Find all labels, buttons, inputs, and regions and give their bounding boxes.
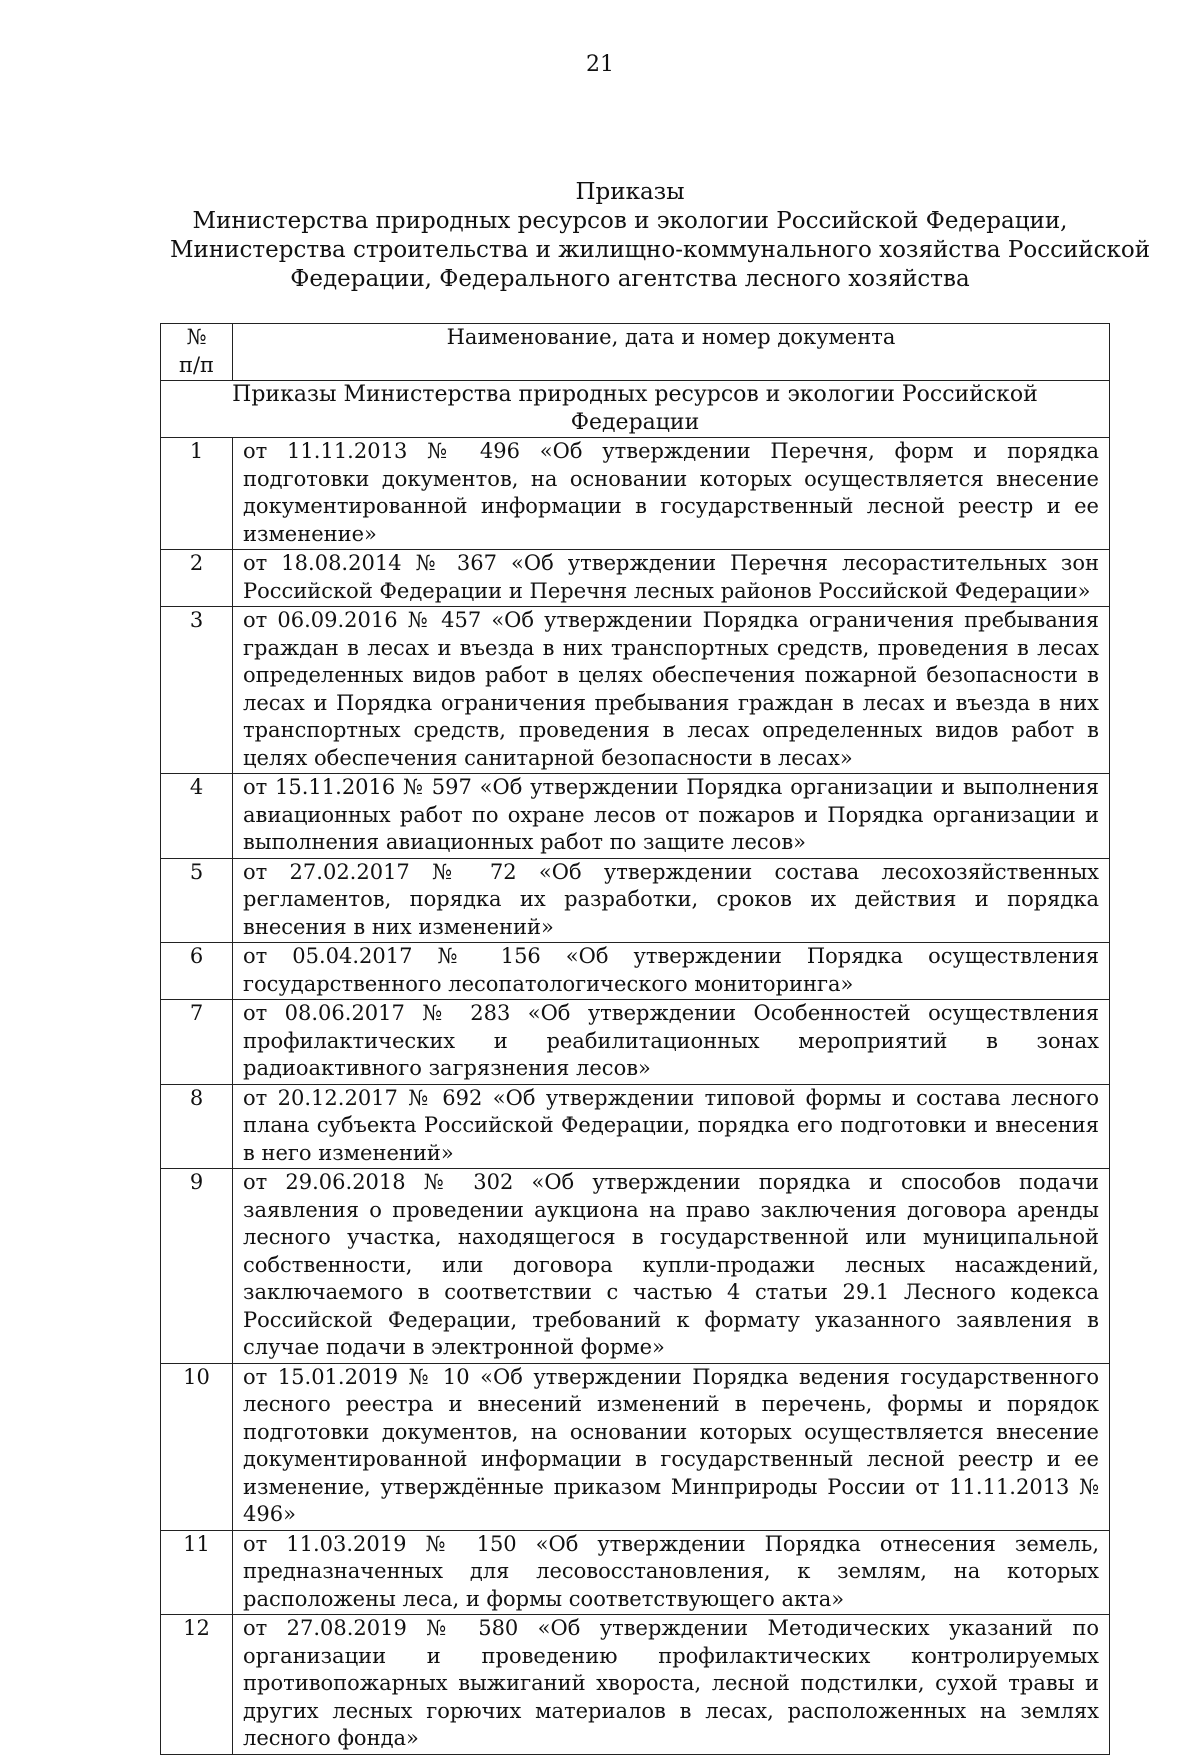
table-row bbox=[161, 607, 1110, 774]
heading-line-2: Министерства природных ресурсов и экологии Российской Федерации, bbox=[192, 208, 1068, 234]
table-header-row bbox=[161, 324, 1110, 381]
column-header-name: Наименование, дата и номер документа bbox=[233, 324, 1110, 381]
document-description: от 15.11.2016 № 597 «Об утверждении Порядка организации и выполнения авиационных работ по охране лесов от пожаров и Порядка организации и выполнения авиационных работ по защите лесов» bbox=[233, 774, 1110, 859]
document-description: от 18.08.2014 № 367 «Об утверждении Перечня лесорастительных зон Российской Федерации и Перечня лесных районов Российской Федерации» bbox=[233, 550, 1110, 607]
document-description: от 05.04.2017 № 156 «Об утверждении Порядка осуществления государственного лесопатологического мониторинга» bbox=[233, 943, 1110, 1000]
document-description: от 27.08.2019 № 580 «Об утверждении Методических указаний по организации и проведению профилактических контролируемых противопожарных выжиганий хвороста, лесной подстилки, сухой травы и других лесных горючих материалов в лесах, расположенных на землях лесного фонда» bbox=[233, 1615, 1110, 1755]
document-description: от 29.06.2018 № 302 «Об утверждении порядка и способов подачи заявления о проведении аукциона на право заключения договора аренды лесного участка, находящегося в государственной или муниципальной собственности, или договора купли-продажи лесных насаждений, заключаемого в соответствии с частью 4 статьи 29.1 Лесного кодекса Российской Федерации, требований к формату указанного заявления в случае подачи в электронной форме» bbox=[233, 1169, 1110, 1364]
table-row bbox=[161, 1530, 1110, 1615]
number-sign: № bbox=[186, 325, 207, 349]
document-heading bbox=[170, 178, 1151, 294]
item-abbrev: п/п bbox=[178, 352, 215, 377]
row-number: 9 bbox=[161, 1169, 233, 1364]
section-row bbox=[161, 381, 1110, 438]
table-row bbox=[161, 858, 1110, 943]
heading-line-1: Приказы bbox=[575, 179, 685, 205]
heading-line-4: Федерации, Федерального агентства лесного хозяйства bbox=[290, 266, 970, 292]
row-number: 6 bbox=[161, 943, 233, 1000]
table-row bbox=[161, 943, 1110, 1000]
row-number: 5 bbox=[161, 858, 233, 943]
page-number: 21 bbox=[586, 52, 614, 77]
row-number: 3 bbox=[161, 607, 233, 774]
table-row bbox=[161, 550, 1110, 607]
document-description: от 06.09.2016 № 457 «Об утверждении Порядка ограничения пребывания граждан в лесах и въезда в них транспортных средств, проведения в лесах определенных видов работ в целях обеспечения пожарной безопасности в лесах и Порядка ограничения пребывания граждан в лесах и въезда в них транспортных средств, проведения в лесах определенных видов работ в целях обеспечения санитарной безопасности в лесах» bbox=[233, 607, 1110, 774]
row-number: 1 bbox=[161, 438, 233, 550]
row-number: 10 bbox=[161, 1363, 233, 1530]
documents-table bbox=[160, 323, 1110, 1755]
table-row bbox=[161, 438, 1110, 550]
row-number: 4 bbox=[161, 774, 233, 859]
table-row bbox=[161, 774, 1110, 859]
table-row bbox=[161, 1615, 1110, 1755]
document-description: от 20.12.2017 № 692 «Об утверждении типовой формы и состава лесного плана субъекта Российской Федерации, порядка его подготовки и внесения в него изменений» bbox=[233, 1084, 1110, 1169]
table-row bbox=[161, 1363, 1110, 1530]
section-title: Приказы Министерства природных ресурсов и экологии Российской Федерации bbox=[161, 381, 1110, 438]
table-row bbox=[161, 1084, 1110, 1169]
table-row bbox=[161, 1000, 1110, 1085]
row-number: 12 bbox=[161, 1615, 233, 1755]
document-description: от 11.11.2013 № 496 «Об утверждении Перечня, форм и порядка подготовки документов, на основании которых осуществляется внесение документированной информации в государственный лесной реестр и ее изменение» bbox=[233, 438, 1110, 550]
document-description: от 11.03.2019 № 150 «Об утверждении Порядка отнесения земель, предназначенных для лесовосстановления, к землям, на которых расположены леса, и формы соответствующего акта» bbox=[233, 1530, 1110, 1615]
column-header-number bbox=[161, 324, 233, 381]
row-number: 11 bbox=[161, 1530, 233, 1615]
document-description: от 08.06.2017 № 283 «Об утверждении Особенностей осуществления профилактических и реабилитационных мероприятий в зонах радиоактивного загрязнения лесов» bbox=[233, 1000, 1110, 1085]
row-number: 8 bbox=[161, 1084, 233, 1169]
document-description: от 27.02.2017 № 72 «Об утверждении состава лесохозяйственных регламентов, порядка их разработки, сроков их действия и порядка внесения в них изменений» bbox=[233, 858, 1110, 943]
row-number: 7 bbox=[161, 1000, 233, 1085]
document-description: от 15.01.2019 № 10 «Об утверждении Порядка ведения государственного лесного реестра и внесений изменений в перечень, формы и порядок подготовки документов, на основании которых осуществляется внесение документированной информации в государственный лесной реестр и ее изменение, утверждённые приказом Минприроды России от 11.11.2013 № 496» bbox=[233, 1363, 1110, 1530]
row-number: 2 bbox=[161, 550, 233, 607]
heading-line-3: Министерства строительства и жилищно-коммунального хозяйства Российской bbox=[170, 237, 1151, 263]
table-row bbox=[161, 1169, 1110, 1364]
